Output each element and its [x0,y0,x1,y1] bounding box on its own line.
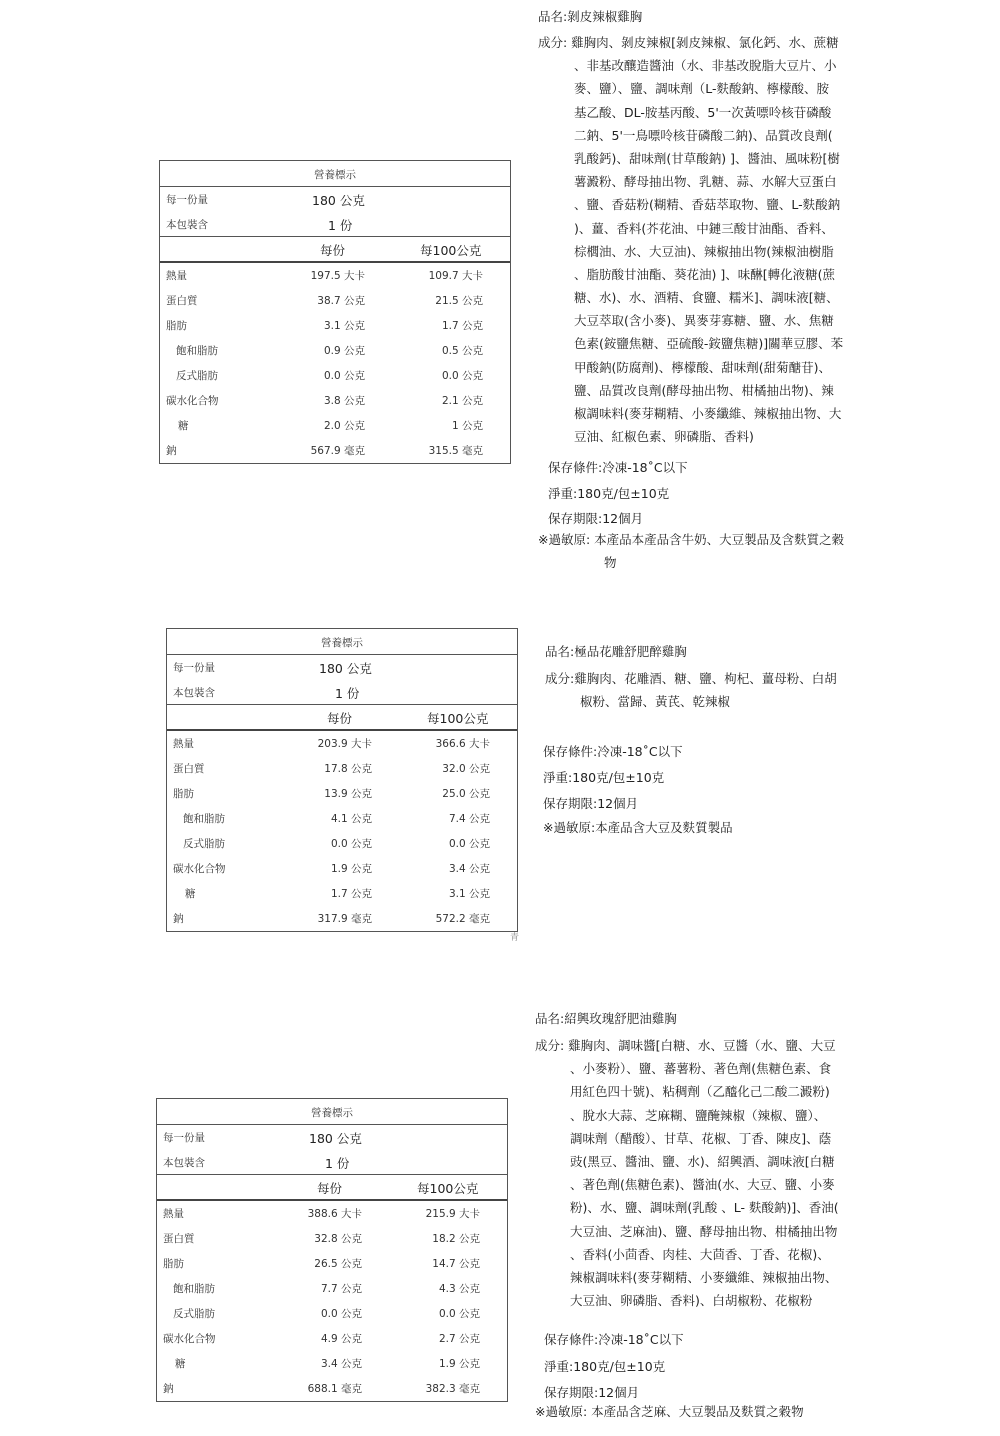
nutrient-label: 蛋白質 [163,1233,195,1245]
per-100g-value: 0.0 公克 [438,1308,480,1320]
per-100g-value: 14.7 公克 [432,1258,480,1270]
per-serving-value: 13.9 公克 [324,788,372,800]
net-weight: 淨重:180克/包±10克 [548,485,670,501]
nutrition-row [167,755,517,780]
nutrient-label: 脂肪 [173,788,194,800]
per-serving-value: 38.7 公克 [317,295,365,307]
per-serving-value: 317.9 毫克 [317,913,372,925]
serving-label: 每一份量 [163,1132,205,1144]
per-100g-value: 32.0 公克 [442,763,490,775]
net-weight: 淨重:180克/包±10克 [544,1359,666,1374]
per-100g-value: 572.2 毫克 [435,913,490,925]
per-100g-value: 109.7 大卡 [428,270,483,282]
per-100g-value: 3.4 公克 [448,863,490,875]
per-serving-value: 3.4 公克 [320,1358,362,1370]
storage-condition: 保存條件:冷凍-18˚C以下 [548,460,688,475]
per-serving-value: 688.1 毫克 [307,1383,362,1395]
stray-mark: 青 [510,933,520,943]
nutrient-label: 糖 [178,420,189,432]
ingredient-line: 、鹽、香菇粉(糊精、香菇萃取物、鹽、L-麩酸鈉 [574,197,841,213]
nutrition-row [167,905,517,930]
nutrient-label: 糖 [175,1358,186,1370]
nutrition-title: 營養標示 [321,637,363,649]
col-per-serving: 每份 [320,243,346,258]
ingredient-line: 豆油、紅椒色素、卵磷脂、香料) [574,429,754,445]
ingredients-1 [0,31,843,448]
ingredient-line: 、小麥粉）、鹽、蕃薯粉、著色劑(焦糖色素、食 [570,1061,832,1077]
pack-value: 1 份 [328,218,353,233]
nutrition-row [167,830,517,855]
ingredient-line: 成分:雞胸肉、花雕酒、糖、鹽、枸杞、薑母粉、白胡 [545,671,837,686]
nutrient-label: 飽和脂肪 [176,345,218,357]
col-per-serving: 每份 [317,1181,343,1196]
nutrient-label: 碳水化合物 [173,863,226,875]
ingredient-line: 成分: 雞胸肉、調味醬[白糖、水、豆醬（水、鹽、大豆 [535,1038,836,1053]
net-weight: 淨重:180克/包±10克 [543,770,665,785]
nutrient-label: 飽和脂肪 [173,1283,215,1295]
nutrition-row [167,855,517,880]
ingredient-line: 辣椒調味料(麥芽糊精、小麥纖維、辣椒抽出物、 [570,1269,838,1285]
per-100g-value: 21.5 公克 [435,295,483,307]
ingredient-line: 椒粉、當歸、黃芪、乾辣椒 [580,694,731,710]
serving-label: 每一份量 [173,662,215,674]
shelf-life: 保存期限:12個月 [548,511,644,526]
per-serving-value: 2.0 公克 [323,420,365,432]
nutrient-label: 飽和脂肪 [183,813,225,825]
ingredient-line: 用紅色四十號)、粘稠劑（乙醯化己二酸二澱粉) [570,1084,830,1100]
per-serving-value: 0.9 公克 [323,345,365,357]
col-per-100g: 每100公克 [427,711,489,726]
storage-condition: 保存條件:冷凍-18˚C以下 [544,1332,684,1347]
nutrient-label: 熱量 [163,1208,184,1220]
ingredient-line: 、脫水大蒜、芝麻糊、鹽醃辣椒（辣椒、鹽）、 [570,1107,827,1123]
allergen-1: ※過敏原: 本產品本產品含牛奶、大豆製品及含麩質之穀 物 [538,532,845,571]
nutrition-row [167,730,517,755]
nutrient-label: 蛋白質 [173,763,205,775]
storage-info-3 [544,1328,684,1401]
product-name: 品名:極品花雕舒肥醉雞胸 [545,644,687,659]
per-100g-value: 315.5 毫克 [428,445,483,457]
per-100g-value: 0.0 公克 [448,838,490,850]
per-serving-value: 567.9 毫克 [310,445,365,457]
ingredient-line: 麥、鹽）、鹽、調味劑（L-麩酸鈉、檸檬酸、胺 [574,81,830,97]
nutrient-label: 反式脂肪 [183,838,225,850]
per-serving-value: 203.9 大卡 [317,738,372,750]
col-per-100g: 每100公克 [417,1181,479,1196]
nutrition-title: 營養標示 [311,1107,353,1119]
product-name: 品名:紹興玫瑰舒肥油雞胸 [535,1011,677,1026]
ingredient-line: 、脂肪酸甘油酯、葵花油) ]、味醂[轉化液糖(蔗 [574,266,835,282]
per-100g-value: 1.7 公克 [441,320,483,332]
ingredient-line: 椒調味料(麥芽糊精、小麥纖維、辣椒抽出物、大 [574,406,842,421]
per-100g-value: 1 公克 [451,420,483,432]
ingredient-line: 豉(黑豆、醬油、鹽、水)、紹興酒、調味液[白糖 [570,1153,835,1169]
per-serving-value: 17.8 公克 [324,763,372,775]
ingredient-line: )、薑、香料(芥花油、中鏈三酸甘油酯、香料、 [574,220,834,236]
nutrient-label: 熱量 [166,270,187,282]
per-serving-value: 4.1 公克 [330,813,372,825]
pack-label: 本包裝含 [166,219,208,231]
ingredient-line: 大豆萃取(含小麥)、異麥芽寡糖、鹽、水、焦糖 [574,313,834,329]
ingredient-line: 、香料(小茴香、肉桂、大茴香、丁香、花椒)、 [570,1246,830,1262]
ingredient-line: 乳酸鈣)、甜味劑(甘草酸鈉) ]、醬油、風味粉[樹 [574,150,840,166]
nutrient-label: 鈉 [166,445,177,457]
shelf-life: 保存期限:12個月 [543,796,639,811]
nutrient-label: 熱量 [173,738,194,750]
storage-info-2 [543,740,733,839]
ingredient-line: 大豆油、卵磷脂、香料)、白胡椒粉、花椒粉 [570,1293,813,1309]
per-100g-value: 7.4 公克 [448,813,490,825]
nutrient-label: 反式脂肪 [176,370,218,382]
ingredient-line: 調味劑（醋酸）、甘草、花椒、丁香、陳皮]、蔭 [570,1130,832,1146]
per-100g-value: 0.5 公克 [441,345,483,357]
per-serving-value: 26.5 公克 [314,1258,362,1270]
shelf-life: 保存期限:12個月 [544,1385,640,1400]
pack-value: 1 份 [325,1156,350,1171]
per-100g-value: 382.3 毫克 [425,1383,480,1395]
allergen-2: ※過敏原:本產品含大豆及麩質製品 [543,820,733,835]
per-100g-value: 0.0 公克 [441,370,483,382]
product-name: 品名:剝皮辣椒雞胸 [538,9,643,24]
ingredient-line: 、非基改釀造醬油（水、非基改脫脂大豆片、小 [574,58,837,74]
per-100g-value: 366.6 大卡 [435,738,490,750]
ingredient-line: 棕櫚油、水、大豆油)、辣椒抽出物(辣椒油樹脂 [574,243,834,259]
ingredient-line: 二鈉、5'一鳥嘌呤核苷磷酸二鈉)、品質改良劑( [574,127,833,143]
nutrient-label: 糖 [185,888,196,900]
per-serving-value: 388.6 大卡 [307,1208,362,1220]
nutrient-label: 反式脂肪 [173,1308,215,1320]
per-100g-value: 25.0 公克 [442,788,490,800]
nutrition-row [167,805,517,830]
per-100g-value: 1.9 公克 [438,1358,480,1370]
nutrient-label: 碳水化合物 [163,1333,216,1345]
nutrient-label: 鈉 [173,913,184,925]
nutrition-row [157,1375,507,1400]
per-100g-value: 18.2 公克 [432,1233,480,1245]
pack-value: 1 份 [335,686,360,701]
nutrient-label: 碳水化合物 [166,395,219,407]
ingredient-line: 粉)、水、鹽、調味劑(乳酸 、L- 麩酸鈉)]、香油( [570,1200,839,1216]
ingredient-line: 、著色劑(焦糖色素)、醬油(水、大豆、鹽、小麥 [570,1177,835,1193]
nutrition-row [157,1325,507,1350]
col-per-100g: 每100公克 [420,243,482,258]
storage-info-1 [548,456,688,533]
per-serving-value: 0.0 公克 [330,838,372,850]
per-serving-value: 0.0 公克 [323,370,365,382]
ingredient-line: 大豆油、芝麻油)、鹽、酵母抽出物、柑橘抽出物 [570,1223,838,1239]
ingredient-line: 色素(銨鹽焦糖、亞硫酸-銨鹽焦糖)]關華豆膠、苯 [574,336,844,352]
serving-label: 每一份量 [166,194,208,206]
col-per-serving: 每份 [327,711,353,726]
nutrient-label: 脂肪 [166,320,187,332]
serving-value: 180 公克 [309,1131,362,1146]
per-serving-value: 32.8 公克 [314,1233,362,1245]
ingredient-line: 成分: 雞胸肉、剝皮辣椒[剝皮辣椒、氯化鈣、水、蔗糖 [538,35,839,50]
per-serving-value: 3.1 公克 [323,320,365,332]
pack-label: 本包裝含 [163,1157,205,1169]
nutrition-row [167,880,517,905]
pack-label: 本包裝含 [173,687,215,699]
per-serving-value: 3.8 公克 [323,395,365,407]
per-100g-value: 3.1 公克 [448,888,490,900]
per-100g-value: 4.3 公克 [438,1283,480,1295]
per-serving-value: 4.9 公克 [320,1333,362,1345]
nutrient-label: 蛋白質 [166,295,198,307]
storage-condition: 保存條件:冷凍-18˚C以下 [543,744,683,759]
nutrition-row [167,780,517,805]
nutrition-row [157,1350,507,1375]
allergen-3: ※過敏原: 本產品含芝麻、大豆製品及麩質之穀物 [535,1404,804,1419]
ingredient-line: 基乙酸、DL-胺基丙酸、5'一次黃嘌呤核苷磷酸 [574,104,832,120]
per-serving-value: 0.0 公克 [320,1308,362,1320]
nutrition-title: 營養標示 [314,169,356,181]
ingredient-line: 鹽、品質改良劑(酵母抽出物、柑橘抽出物)、辣 [574,382,834,398]
ingredient-line: 糖、水)、水、酒精、食鹽、糯米]、調味液[糖、 [574,290,839,306]
ingredients-3 [0,1034,839,1312]
per-100g-value: 215.9 大卡 [425,1208,480,1220]
per-serving-value: 197.5 大卡 [310,270,365,282]
serving-value: 180 公克 [319,661,372,676]
ingredient-line: 薯澱粉、酵母抽出物、乳糖、蒜、水解大豆蛋白 [574,174,837,190]
per-100g-value: 2.7 公克 [438,1333,480,1345]
serving-value: 180 公克 [312,193,365,208]
per-serving-value: 1.7 公克 [330,888,372,900]
per-100g-value: 2.1 公克 [441,395,483,407]
nutrient-label: 鈉 [163,1383,174,1395]
ingredient-line: 甲酸鈉(防腐劑)、檸檬酸、甜味劑(甜菊醣苷)、 [574,359,832,375]
ingredients-2 [0,667,837,713]
per-serving-value: 1.9 公克 [330,863,372,875]
per-serving-value: 7.7 公克 [320,1283,362,1295]
nutrient-label: 脂肪 [163,1258,184,1270]
